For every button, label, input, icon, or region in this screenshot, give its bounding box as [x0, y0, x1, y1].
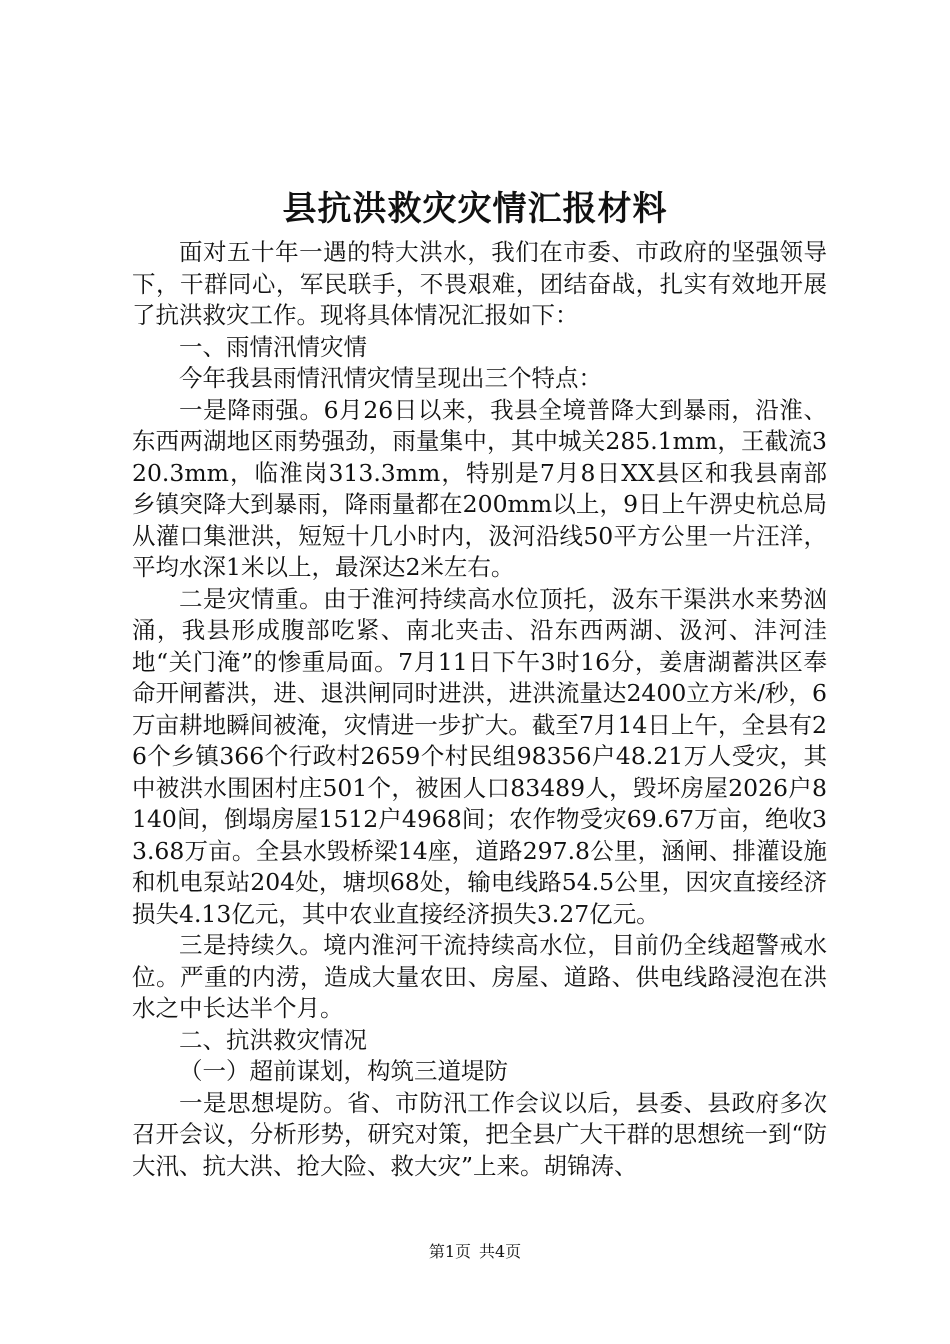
section-heading-rain-flood-disaster: 一、雨情汛情灾情: [179, 332, 367, 361]
document-title: 县抗洪救灾灾情汇报材料: [282, 189, 668, 229]
paragraph-heavy-rain: 一是降雨强。6月26日以来，我县全境普降大到暴雨，沿淮、东西两湖地区雨势强劲，雨量集中，其中城关285.1mm，王截流320.3mm，临淮岗313.3mm，特别是7月8日XX县区和我县南部乡镇突降大到暴雨，降雨量都在200mm以上，9日上午淠史杭总局从灌口集泄洪，短短十几小时内，汲河沿线50平方公里一片汪洋，平均水深1米以上，最深达2米左右。: [132, 395, 827, 581]
paragraph-intro: 面对五十年一遇的特大洪水，我们在市委、市政府的坚强领导下，干群同心，军民联手，不畏艰难，团结奋战，扎实有效地开展了抗洪救灾工作。现将具体情况汇报如下：: [132, 238, 827, 329]
paragraph-long-duration: 三是持续久。境内淮河干流持续高水位，目前仍全线超警戒水位。严重的内涝，造成大量农田、房屋、道路、供电线路浸泡在洪水之中长达半个月。: [132, 931, 827, 1022]
document-body: [132, 237, 827, 1182]
paragraph-ideological-embankment: 一是思想堤防。省、市防汛工作会议以后，县委、县政府多次召开会议，分析形势，研究对策，把全县广大干群的思想统一到“防大汛、抗大洪、抢大险、救大灾”上来。胡锦涛、: [132, 1088, 827, 1180]
page-number: 第1页: [428, 1242, 471, 1261]
paragraph-three-features: 今年我县雨情汛情灾情呈现出三个特点：: [179, 364, 602, 392]
subsection-heading-three-embankments: （一）超前谋划，构筑三道堤防: [179, 1057, 508, 1085]
page-footer: [0, 1241, 950, 1263]
section-heading-flood-relief: 二、抗洪救灾情况: [179, 1025, 367, 1054]
paragraph-severe-disaster: 二是灾情重。由于淮河持续高水位顶托，汲东干渠洪水来势汹涌，我县形成腹部吃紧、南北夹击、沿东西两湖、汲河、沣河洼地“关门淹”的惨重局面。7月11日下午3时16分，姜唐湖蓄洪区奉命开闸蓄洪，进、退洪闸同时进洪，进洪流量达2400立方米/秒，6万亩耕地瞬间被淹，灾情进一步扩大。截至7月14日上午，全县有26个乡镇366个行政村2659个村民组98356户48.21万人受灾，其中被洪水围困村庄501个，被困人口83489人，毁坏房屋2026户8140间，倒塌房屋1512户4968间；农作物受灾69.67万亩，绝收33.68万亩。全县水毁桥梁14座，道路297.8公里，涵闸、排灌设施和机电泵站204处，塘坝68处，输电线路54.5公里，因灾直接经济损失4.13亿元，其中农业直接经济损失3.27亿元。: [132, 584, 827, 928]
page-total: 共4页: [479, 1242, 522, 1261]
